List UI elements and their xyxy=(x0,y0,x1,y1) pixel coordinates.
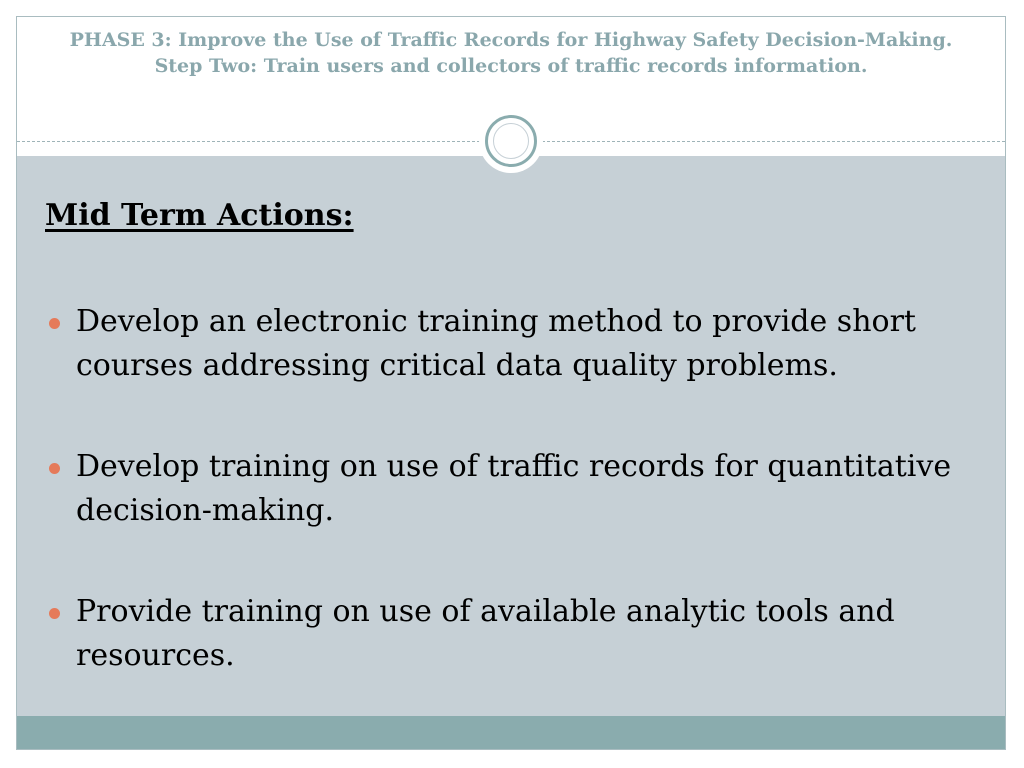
bullet-text: Develop an electronic training method to provide short courses addressing critical data quality problems. xyxy=(76,304,916,383)
bullet-item xyxy=(45,300,965,388)
circle-ornament-icon xyxy=(479,109,543,173)
title-line-1: PHASE 3: Improve the Use of Traffic Records for Highway Safety Decision-Making. xyxy=(69,29,953,51)
bullet-item xyxy=(45,445,965,533)
bullet-dot-icon xyxy=(49,318,60,329)
title-line-2: Step Two: Train users and collectors of traffic records information. xyxy=(154,55,868,77)
bullet-list xyxy=(45,300,965,735)
bullet-dot-icon xyxy=(49,463,60,474)
slide-title xyxy=(57,27,965,79)
bullet-item xyxy=(45,590,965,678)
ornament-inner-ring xyxy=(493,123,529,159)
section-heading: Mid Term Actions: xyxy=(45,198,354,233)
bullet-text: Develop training on use of traffic records for quantitative decision-making. xyxy=(76,449,952,528)
bullet-text: Provide training on use of available analytic tools and resources. xyxy=(76,594,895,673)
bullet-dot-icon xyxy=(49,608,60,619)
ornament-ring xyxy=(485,115,537,167)
